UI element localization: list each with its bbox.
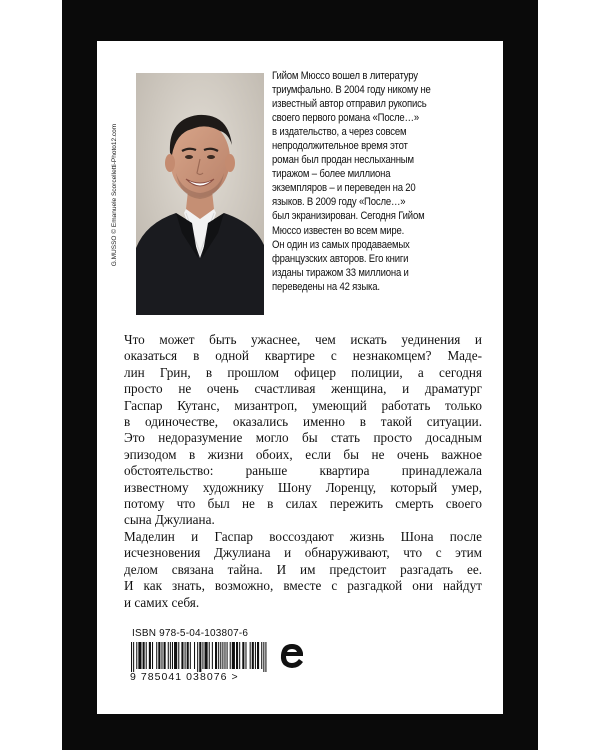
barcode-bar [227,642,228,669]
barcode-bar [224,642,225,669]
author-photo [136,73,264,315]
barcode-bar [232,642,235,669]
bio-line: триумфально. В 2004 году никому не [272,84,431,97]
annotation-line: делом связана тайна. И им предстоит разгадать ее. [124,561,482,577]
barcode-bar [202,642,203,669]
eksmo-logo-icon [277,641,307,671]
barcode-bar [181,642,183,669]
barcode-bar [143,642,145,669]
barcode-bar [261,642,262,669]
barcode-bar [263,642,264,672]
annotation-line: обстоятельство: раньше квартира принадлежала [124,463,482,479]
barcode-bar [190,642,191,669]
barcode-bar [242,642,244,669]
annotation-line: просто не очень счастливая женщина, и драматург [124,381,482,397]
barcode-bar [252,642,254,669]
barcode-bar [230,642,231,669]
barcode-bar [205,642,208,669]
bio-line: был экранизирован. Сегодня Гийом [272,210,425,223]
barcode-bar [187,642,189,669]
barcode-bar [158,642,160,669]
annotation-line: И как знать, возможно, вместе с разгадкой они найдут [124,578,482,594]
barcode-bar [220,642,221,669]
barcode-bar [212,642,213,669]
barcode-bar [168,642,169,669]
barcode-bar [174,642,177,669]
isbn-label: ISBN 978-5-04-103807-6 [132,628,249,639]
bio-line: французских авторов. Его книги [272,252,409,265]
barcode-bar [170,642,171,669]
bio-line: изданы тиражом 33 миллиона и [272,266,409,279]
annotation-line: сына Джулиана. [124,512,215,528]
barcode-bar [185,642,186,669]
annotation-line: известному художнику Шону Лоренцу, который умер, [124,479,482,495]
barcode-bar [178,642,179,669]
bio-line: языков. В 2009 году «После…» [272,196,406,209]
barcode-bar [172,642,173,669]
barcode-bar [199,642,201,672]
annotation-line: Гаспар Кутанс, мизантроп, умеющий работать только [124,397,482,413]
annotation-line: лин Грин, в прошлом офицер полиции, а сегодня [124,364,482,380]
annotation-line: оказаться в одной квартире с незнакомцем? Маде- [124,348,482,364]
barcode-bar [218,642,219,669]
barcode-bar [133,642,134,672]
annotation-line: в одиночестве, оказались именно в такой ситуации. [124,414,482,430]
barcode-bar [138,642,141,669]
barcode-bar [239,642,240,669]
barcode-bar [131,642,132,672]
bio-line: Гийом Мюссо вошел в литературу [272,70,418,82]
barcode-digits: 9 785041 038076 > [130,671,239,683]
author-bio [272,69,457,294]
annotation-line: потому что был не в силах пережить смерть своего [124,496,482,512]
photo-credit: G.MUSSO © Emanuele Scorcelletti-Photo12.com [111,123,118,267]
bio-line: непродолжительное время этот [272,140,408,153]
annotation-line: исчезновения Джулиана и обнаруживают, что с этим [124,545,482,561]
barcode-bar [209,642,210,669]
bio-line: тиражом – более миллиона [272,168,391,181]
barcode-bar [149,642,151,669]
barcode-bar [265,642,266,672]
barcode-bar [197,642,198,672]
author-portrait-image [136,73,264,315]
annotation-line: Маделин и Гаспар воссоздают жизнь Шона после [124,528,482,544]
annotation-line: Что может быть ужаснее, чем искать уединения и [124,332,482,347]
barcode-bar [215,642,217,669]
barcode-bar [255,642,256,669]
bio-line: экземпляров – и переведен на 20 [272,182,416,195]
bio-line: своего первого романа «После…» [272,112,420,125]
bio-line: известный автор отправил рукопись [272,98,427,111]
bio-line: Он один из самых продаваемых [272,238,410,251]
annotation-line: эпизодом в жизни обоих, если бы не очень важное [124,446,482,462]
barcode-bar [136,642,137,669]
book-back-cover [97,41,503,714]
book-annotation [124,332,482,611]
barcode-bar [257,642,259,669]
barcode [131,642,267,672]
barcode-bar [194,642,195,669]
barcode-bar [222,642,223,669]
barcode-bar [250,642,251,669]
bio-line: роман был продан неслыханным [272,154,414,167]
barcode-bar [161,642,162,669]
barcode-bar [146,642,147,669]
barcode-bar [164,642,166,669]
bio-line: в издательство, а через совсем [272,126,407,139]
barcode-bar [236,642,238,669]
barcode-bar [156,642,157,669]
annotation-line: и самих себя. [124,594,200,610]
bio-line: переведены на 42 языка. [272,280,380,293]
barcode-bar [152,642,153,669]
annotation-line: Это недоразумение могло бы стать просто досадным [124,430,482,446]
barcode-bar [245,642,246,669]
bio-line: Мюссо известен во всем мире. [272,224,405,237]
